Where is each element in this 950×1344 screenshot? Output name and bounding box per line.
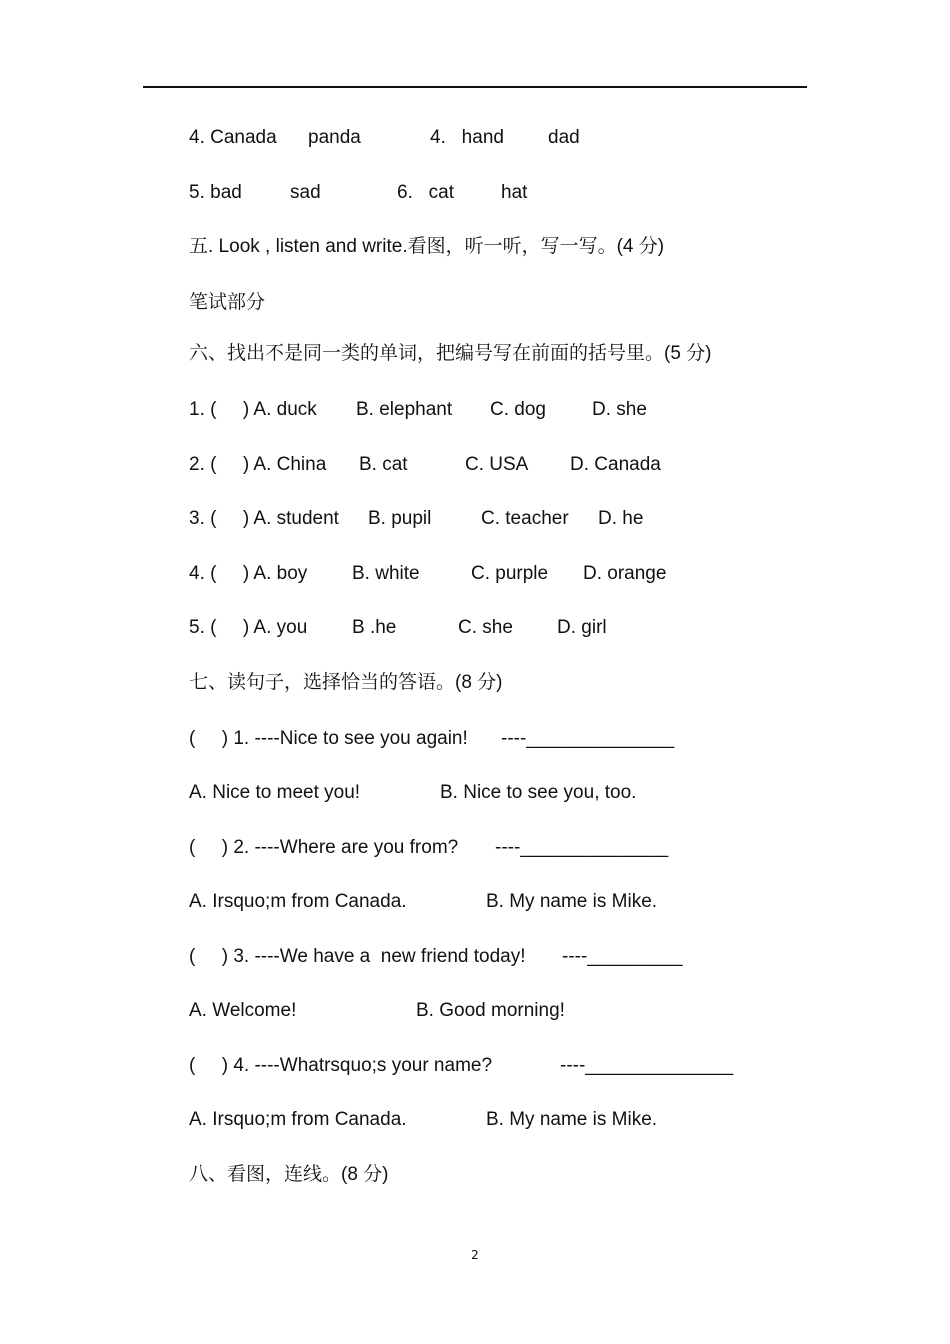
pair-line-1 <box>189 124 580 152</box>
option: 5. ( ) A. you <box>189 617 308 638</box>
pair-word: dad <box>548 127 580 148</box>
answer-option-b: B. Good morning! <box>416 1000 565 1021</box>
answer-option-b: B. My name is Mike. <box>486 1109 658 1130</box>
section6-heading: 六、找出不是同一类的单词，把编号写在前面的括号里。(5 分) <box>189 343 712 364</box>
pair-word: 4. Canada <box>189 127 277 148</box>
option: 2. ( ) A. China <box>189 454 327 475</box>
section6-item-3 <box>189 505 644 533</box>
section7-heading: 七、读句子，选择恰当的答语。(8 分) <box>189 672 503 693</box>
pair-word: sad <box>290 182 321 203</box>
option: C. teacher <box>481 508 569 529</box>
section7-question-2 <box>189 834 669 862</box>
section7-question-1 <box>189 725 675 753</box>
option: 4. ( ) A. boy <box>189 563 308 584</box>
answer-blank: ----_________ <box>562 946 683 967</box>
option: B. cat <box>359 454 408 475</box>
option: B. elephant <box>356 399 453 420</box>
answer-blank: ----______________ <box>501 728 675 749</box>
section8-heading: 八、看图，连线。(8 分) <box>189 1164 389 1185</box>
option: B. white <box>352 563 420 584</box>
option: D. girl <box>557 617 607 638</box>
option: C. she <box>458 617 513 638</box>
section7-answers-2 <box>189 888 658 916</box>
section6-item-2 <box>189 451 661 479</box>
written-part-heading: 笔试部分 <box>189 292 266 313</box>
option: 1. ( ) A. duck <box>189 399 317 420</box>
pair-word: 5. bad <box>189 182 242 203</box>
pair-word: panda <box>308 127 361 148</box>
option: D. she <box>592 399 647 420</box>
pair-line-2 <box>189 179 528 207</box>
answer-option-a: A. Irsquo;m from Canada. <box>189 891 407 912</box>
option: B. pupil <box>368 508 432 529</box>
section6-item-1 <box>189 396 647 424</box>
answer-option-a: A. Welcome! <box>189 1000 297 1021</box>
header-rule <box>143 86 807 88</box>
answer-blank: ----______________ <box>560 1055 734 1076</box>
section7-question-3 <box>189 943 683 971</box>
section7-question-4 <box>189 1052 734 1080</box>
answer-option-b: B. Nice to see you, too. <box>440 782 637 803</box>
option: D. Canada <box>570 454 661 475</box>
section5-heading: 五. Look , listen and write.看图，听一听，写一写。(4 分) <box>189 236 665 257</box>
section7-answers-1 <box>189 779 637 807</box>
option: C. dog <box>490 399 546 420</box>
section6-item-5 <box>189 614 607 642</box>
question-text: ( ) 4. ----Whatrsquo;s your name? <box>189 1055 493 1076</box>
pair-word: 4. hand <box>430 127 504 148</box>
question-text: ( ) 1. ----Nice to see you again! <box>189 728 468 749</box>
question-text: ( ) 2. ----Where are you from? <box>189 837 459 858</box>
option: D. he <box>598 508 644 529</box>
question-text: ( ) 3. ----We have a new friend today! <box>189 946 526 967</box>
section6-item-4 <box>189 560 667 588</box>
option: C. USA <box>465 454 529 475</box>
pair-word: hat <box>501 182 528 203</box>
answer-option-b: B. My name is Mike. <box>486 891 658 912</box>
answer-option-a: A. Nice to meet you! <box>189 782 361 803</box>
answer-option-a: A. Irsquo;m from Canada. <box>189 1109 407 1130</box>
option: B .he <box>352 617 397 638</box>
page-number: 2 <box>471 1248 479 1262</box>
option: D. orange <box>583 563 667 584</box>
pair-word: 6. cat <box>397 182 455 203</box>
option: 3. ( ) A. student <box>189 508 339 529</box>
section7-answers-3 <box>189 997 565 1025</box>
answer-blank: ----______________ <box>495 837 669 858</box>
option: C. purple <box>471 563 549 584</box>
section7-answers-4 <box>189 1106 658 1134</box>
